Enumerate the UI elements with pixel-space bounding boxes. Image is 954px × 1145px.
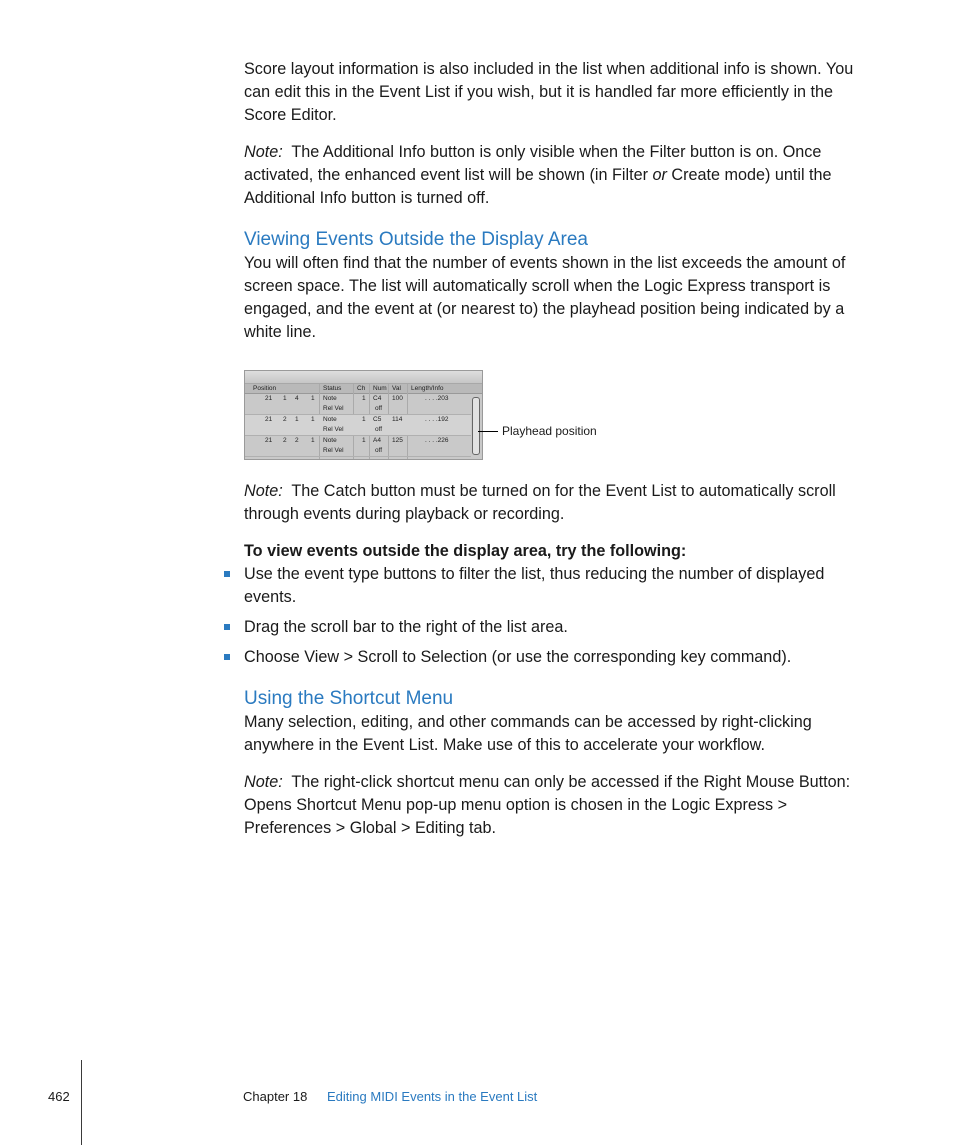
pos-bar: 21 <box>265 395 273 402</box>
bullet-item <box>224 646 864 669</box>
note-text: The right-click shortcut menu can only be accessed if the Right Mouse Button: Opens Shortcut Menu pop-up menu option is chosen in the Logic Express > Preferences > Global > Editing tab. <box>244 773 851 837</box>
status-cell: Note <box>323 416 337 423</box>
col-header-position: Position <box>253 385 277 392</box>
status-cell: Note <box>323 395 337 402</box>
footer-chapter-label: Chapter 18 <box>243 1089 308 1104</box>
status-cell: Note <box>323 437 337 444</box>
note-label: Note: <box>244 773 283 791</box>
figure-scrollbar[interactable] <box>472 397 480 455</box>
callout-leader-line <box>478 431 498 432</box>
num-cell: C5 <box>373 416 382 423</box>
pos-beat: 2 <box>283 416 287 423</box>
bullet-item <box>224 563 864 609</box>
num-cell: A4 <box>373 437 381 444</box>
bullet-square-icon <box>224 654 230 660</box>
task-lead-in: To view events outside the display area, try the following: <box>244 542 687 560</box>
sub-status-cell: Rel Vel <box>323 447 344 454</box>
length-cell: . . . .226 <box>425 437 449 444</box>
event-row[interactable] <box>245 394 471 415</box>
pos-bar: 21 <box>265 416 273 423</box>
col-header-length: Length/Info <box>411 385 444 392</box>
sub-status-cell: Rel Vel <box>323 405 344 412</box>
event-row[interactable] <box>245 436 471 457</box>
col-header-val: Val <box>392 385 401 392</box>
shortcut-menu-paragraph: Many selection, editing, and other commands can be accessed by right-clicking anywhere in the Event List. Make use of this to accelerate your workflow. <box>244 713 812 754</box>
note-label: Note: <box>244 482 283 500</box>
note-paragraph-additional-info <box>244 141 864 210</box>
note-text: The Catch button must be turned on for the Event List to automatically scroll through events during playback or recording. <box>244 482 836 523</box>
sub-num-cell: off <box>375 447 383 454</box>
note-paragraph-catch <box>244 480 864 526</box>
figure-header-row <box>245 384 482 394</box>
pos-div: 1 <box>295 416 299 423</box>
event-row[interactable] <box>245 415 471 436</box>
bullet-text: Choose View > Scroll to Selection (or use the corresponding key command). <box>244 648 792 666</box>
intro-paragraph: Score layout information is also included in the list when additional info is shown. You can edit this in the Event List if you wish, but it is handled far more efficiently in the Score Editor. <box>244 60 854 124</box>
length-cell: . . . .203 <box>425 395 449 402</box>
event-list-figure <box>244 370 483 460</box>
col-header-status: Status <box>323 385 342 392</box>
length-cell: . . . .192 <box>425 416 449 423</box>
note-label: Note: <box>244 143 283 161</box>
viewing-events-paragraph: You will often find that the number of events shown in the list exceeds the amount of screen space. The list will automatically scroll when the Logic Express transport is engaged, and the event at (or nearest to) the playhead position being indicated by a white line. <box>244 254 846 341</box>
val-cell: 100 <box>392 395 403 402</box>
footer-divider <box>81 1060 82 1145</box>
pos-tick: 1 <box>311 437 315 444</box>
note-emphasis: or <box>652 166 667 184</box>
bullet-text: Drag the scroll bar to the right of the list area. <box>244 618 568 636</box>
sub-num-cell: off <box>375 426 383 433</box>
col-header-ch: Ch <box>357 385 366 392</box>
num-cell: C4 <box>373 395 382 402</box>
sub-num-cell: off <box>375 405 383 412</box>
ch-cell: 1 <box>362 416 366 423</box>
val-cell: 125 <box>392 437 403 444</box>
pos-div: 4 <box>295 395 299 402</box>
bullet-item <box>224 616 864 639</box>
note-text-part: Create mode) until the Additional Info button is turned off. <box>244 166 832 207</box>
col-header-num: Num <box>373 385 387 392</box>
ch-cell: 1 <box>362 395 366 402</box>
callout-playhead-position: Playhead position <box>502 424 597 438</box>
note-text-part: The Additional Info button is only visible when the Filter button is on. Once activated, the enhanced event list will be shown (in Filter <box>244 143 822 184</box>
pos-beat: 2 <box>283 437 287 444</box>
pos-beat: 1 <box>283 395 287 402</box>
sub-status-cell: Rel Vel <box>323 426 344 433</box>
val-cell: 114 <box>392 416 403 423</box>
bullet-text: Use the event type buttons to filter the list, thus reducing the number of displayed events. <box>244 565 825 606</box>
footer-chapter-title: Editing MIDI Events in the Event List <box>327 1089 538 1104</box>
pos-bar: 21 <box>265 437 273 444</box>
figure-toolbar <box>245 371 482 384</box>
pos-div: 2 <box>295 437 299 444</box>
bullet-square-icon <box>224 571 230 577</box>
section-heading-viewing-events: Viewing Events Outside the Display Area <box>244 229 588 250</box>
note-paragraph-right-click <box>244 771 864 840</box>
bullet-square-icon <box>224 624 230 630</box>
pos-tick: 1 <box>311 416 315 423</box>
ch-cell: 1 <box>362 437 366 444</box>
section-heading-shortcut-menu: Using the Shortcut Menu <box>244 688 454 709</box>
pos-tick: 1 <box>311 395 315 402</box>
page-number: 462 <box>48 1089 70 1104</box>
